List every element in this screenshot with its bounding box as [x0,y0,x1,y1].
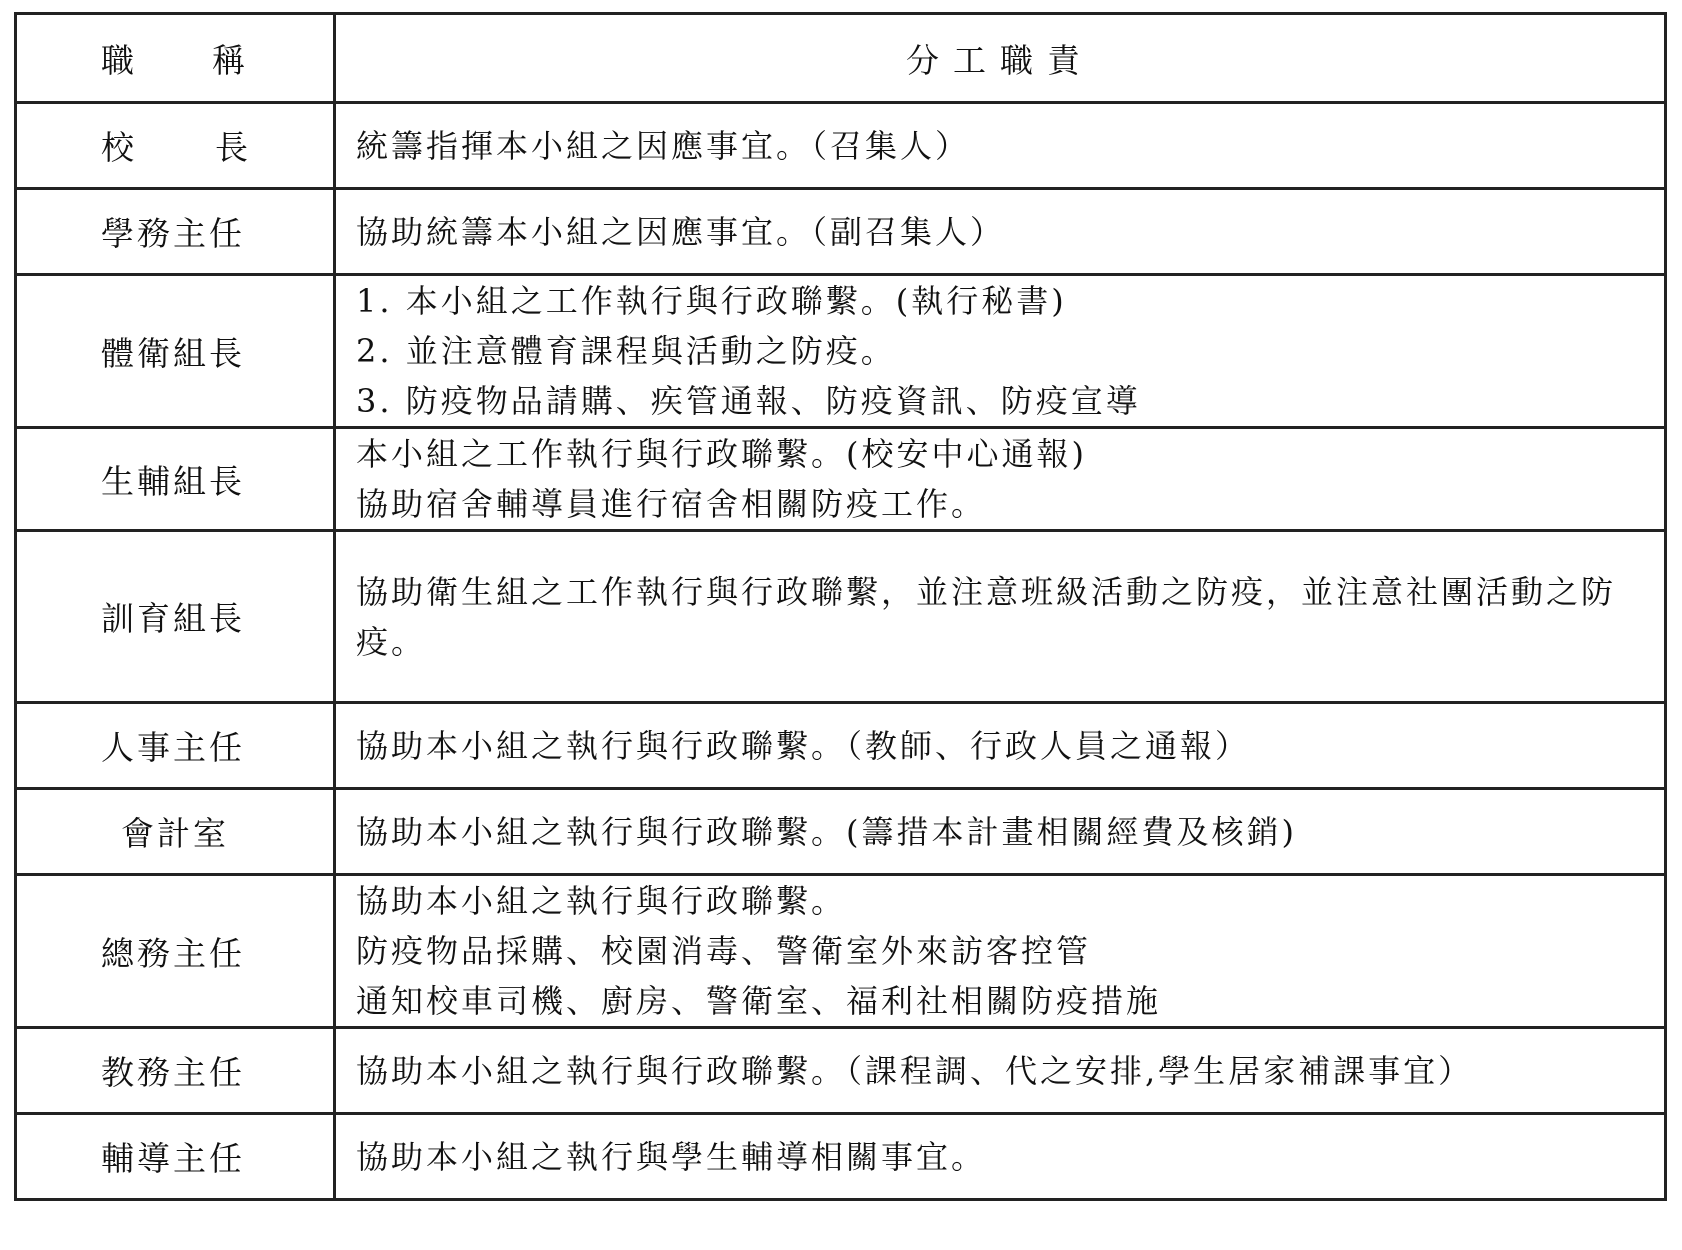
duty-line: 3. 防疫物品請購、疾管通報、防疫資訊、防疫宣導 [356,382,1141,420]
duty-line: 協助本小組之執行與行政聯繫。 [356,882,847,920]
duty-line: 協助本小組之執行與行政聯繫。（教師、行政人員之通報） [356,726,1251,765]
row-duties [335,275,1666,428]
duty-line: 協助衛生組之工作執行與行政聯繫，並注意班級活動之防疫，並注意社團活動之防疫。 [356,572,1617,661]
table-row [16,189,1666,275]
table-row [16,103,1666,189]
table-row [16,428,1666,531]
header-title-column [16,14,335,103]
row-title-principal [16,103,335,189]
table-header-row [16,14,1666,103]
duty-line: 2. 並注意體育課程與活動之防疫。 [356,332,896,370]
duty-line: 協助宿舍輔導員進行宿舍相關防疫工作。 [356,485,987,523]
duty-line: 本小組之工作執行與行政聯繫。(校安中心通報) [356,435,1087,473]
row-title: 教務主任 [16,1028,335,1114]
title-char-1: 校 [101,128,137,167]
duty-line: 防疫物品採購、校園消毒、警衛室外來訪客控管 [356,932,1092,970]
duty-line: 協助本小組之執行與行政聯繫。（課程調、代之安排,學生居家補課事宜） [356,1051,1474,1090]
row-duties [335,703,1666,789]
row-duties [335,103,1666,189]
duty-line: 協助統籌本小組之因應事宜。（副召集人） [356,212,1006,251]
row-title: 體衛組長 [16,275,335,428]
row-title: 會計室 [16,789,335,875]
table-row [16,275,1666,428]
duty-line: 協助本小組之執行與學生輔導相關事宜。 [356,1137,987,1176]
table-row [16,875,1666,1028]
duty-line: 1. 本小組之工作執行與行政聯繫。(執行秘書) [356,282,1067,320]
row-duties [335,531,1666,703]
row-duties [335,1114,1666,1200]
duty-line: 通知校車司機、廚房、警衛室、福利社相關防疫措施 [356,982,1162,1020]
table-row [16,789,1666,875]
row-title: 總務主任 [16,875,335,1028]
row-title: 人事主任 [16,703,335,789]
table-row [16,1028,1666,1114]
header-title-char-1: 職 [101,40,134,80]
row-title: 學務主任 [16,189,335,275]
row-duties [335,875,1666,1028]
header-duty-column: 分工職責 [335,14,1666,103]
row-title: 生輔組長 [16,428,335,531]
row-duties [335,189,1666,275]
row-duties [335,428,1666,531]
duty-assignment-table [14,12,1667,1201]
row-duties [335,1028,1666,1114]
title-char-2: 長 [215,128,251,167]
table-row [16,531,1666,703]
row-title: 輔導主任 [16,1114,335,1200]
duty-line: 協助本小組之執行與行政聯繫。(籌措本計畫相關經費及核銷) [356,812,1297,851]
row-title: 訓育組長 [16,531,335,703]
table-row [16,1114,1666,1200]
table-row [16,703,1666,789]
header-title-char-2: 稱 [212,40,245,80]
duty-line: 統籌指揮本小組之因應事宜。（召集人） [356,126,971,165]
row-duties [335,789,1666,875]
